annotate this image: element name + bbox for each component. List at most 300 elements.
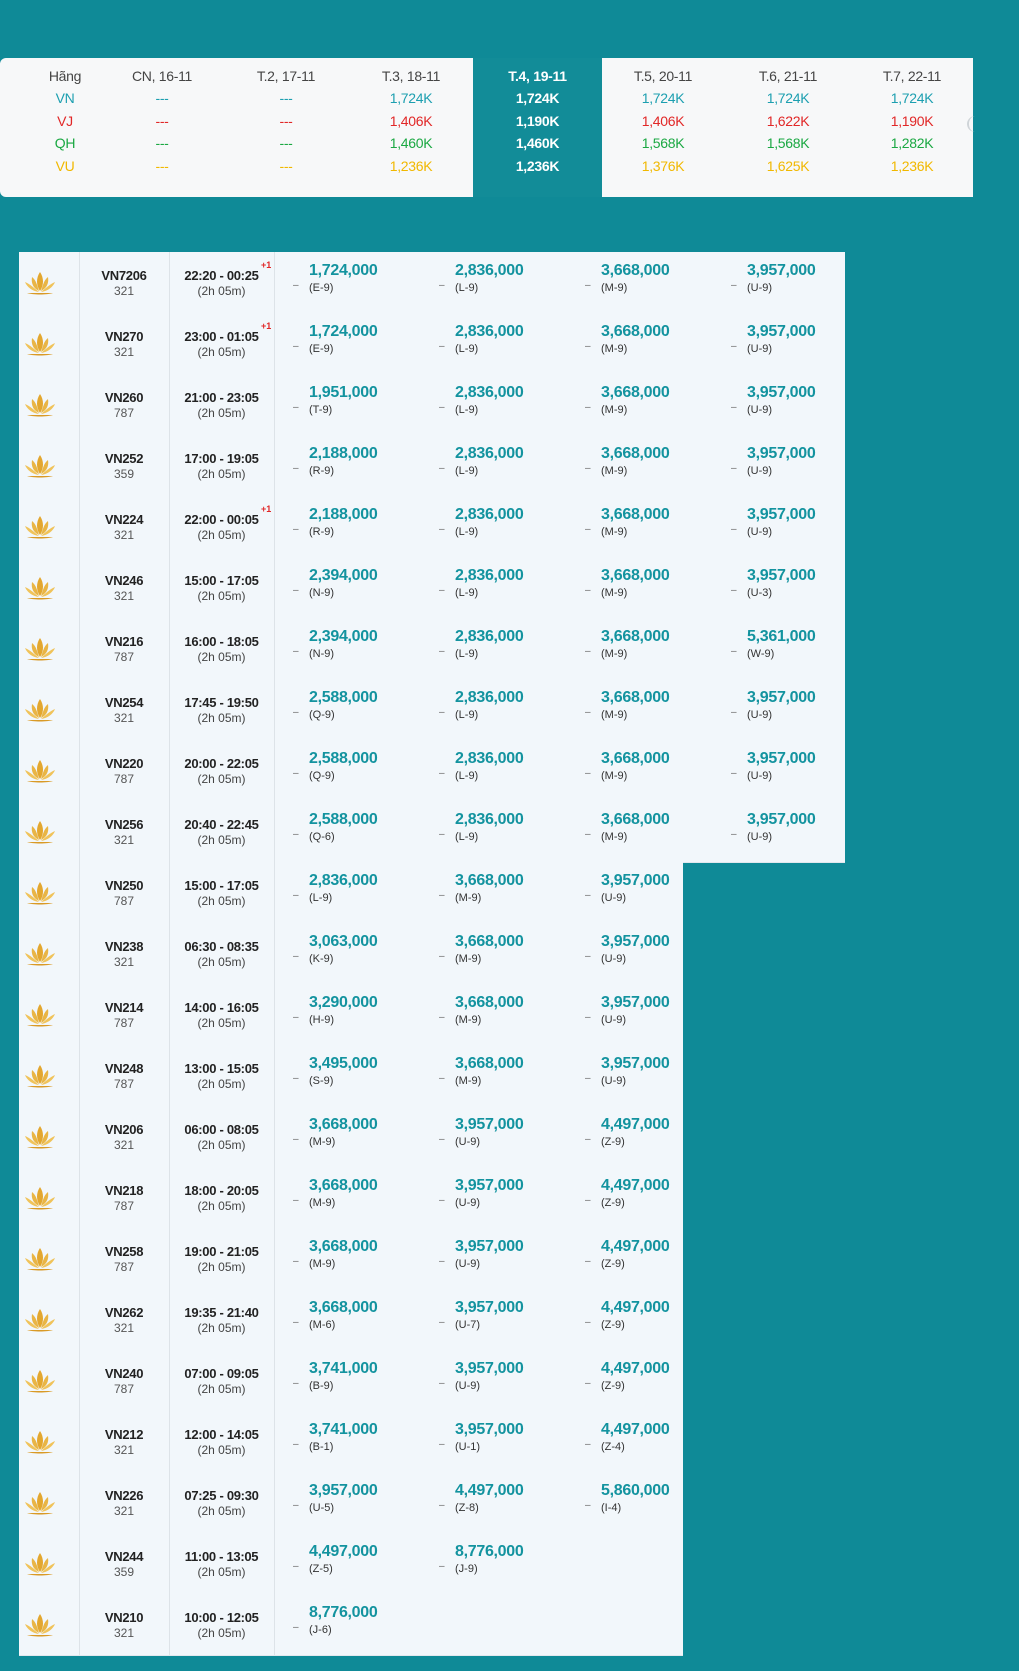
fare-class: (U-9): [455, 1380, 481, 1392]
fare-option[interactable]: [439, 618, 585, 679]
fare-price[interactable]: 3,741,000: [309, 1360, 378, 1377]
fare-price[interactable]: 4,497,000: [309, 1543, 378, 1560]
next-day-badge: +1: [261, 504, 272, 514]
fare-class: (Q-6): [309, 831, 335, 843]
date-column[interactable]: [601, 58, 725, 197]
lowest-price-vu[interactable]: 1,236K: [515, 158, 560, 174]
fare-option[interactable]: [293, 740, 439, 801]
fare-option[interactable]: [585, 801, 731, 862]
fare-option[interactable]: [439, 313, 585, 374]
flight-number: VN248: [104, 1061, 144, 1076]
fare-bullet: –: [439, 1500, 445, 1511]
flight-duration: (2h 05m): [197, 345, 246, 359]
flight-row[interactable]: [19, 1045, 683, 1107]
fare-price[interactable]: 3,668,000: [601, 384, 670, 401]
fare-price[interactable]: 2,836,000: [455, 262, 524, 279]
fare-price[interactable]: 3,063,000: [309, 933, 378, 950]
flight-row[interactable]: [19, 1106, 683, 1168]
vietnam-airlines-lotus-icon: [22, 392, 58, 418]
date-column[interactable]: [726, 58, 850, 197]
fare-price[interactable]: 3,957,000: [747, 567, 816, 584]
fare-bullet: –: [439, 1439, 445, 1450]
fare-option[interactable]: [585, 923, 731, 984]
lowest-price-vj[interactable]: 1,622K: [766, 113, 810, 129]
fare-option[interactable]: [293, 496, 439, 557]
fare-price[interactable]: 2,588,000: [309, 811, 378, 828]
fare-price[interactable]: 3,668,000: [601, 506, 670, 523]
flight-row[interactable]: [19, 557, 845, 619]
flight-row[interactable]: [19, 1167, 683, 1229]
fare-option[interactable]: [293, 1350, 439, 1411]
fare-option[interactable]: [439, 740, 585, 801]
fare-option[interactable]: [731, 679, 877, 740]
fare-class: (R-9): [309, 465, 335, 477]
flight-number: VN210: [104, 1610, 144, 1625]
fare-option[interactable]: [731, 496, 877, 557]
fare-price[interactable]: 2,836,000: [455, 323, 524, 340]
lowest-price-qh[interactable]: ---: [279, 135, 293, 151]
fare-option[interactable]: [585, 435, 731, 496]
fare-price[interactable]: 2,836,000: [455, 506, 524, 523]
fare-class: (Z-4): [601, 1441, 625, 1453]
fare-option[interactable]: [731, 557, 877, 618]
fare-option[interactable]: [439, 1350, 585, 1411]
fare-price[interactable]: 3,668,000: [601, 567, 670, 584]
fare-price[interactable]: 3,668,000: [309, 1177, 378, 1194]
fare-price[interactable]: 3,957,000: [601, 872, 670, 889]
fare-price[interactable]: 2,588,000: [309, 689, 378, 706]
fare-option[interactable]: [439, 984, 585, 1045]
date-header[interactable]: T.5, 20-11: [633, 68, 693, 84]
fare-option[interactable]: [293, 679, 439, 740]
lowest-price-vj[interactable]: 1,190K: [515, 113, 560, 129]
flight-row[interactable]: [19, 1411, 683, 1473]
fare-price[interactable]: 3,668,000: [601, 628, 670, 645]
flight-duration: (2h 05m): [197, 406, 246, 420]
fare-price[interactable]: 3,668,000: [309, 1238, 378, 1255]
fare-price[interactable]: 4,497,000: [601, 1421, 670, 1438]
fare-bullet: –: [439, 1317, 445, 1328]
fare-option[interactable]: [439, 679, 585, 740]
fare-bullet: –: [585, 1500, 591, 1511]
flight-time: 14:00 - 16:05: [184, 1000, 259, 1015]
lowest-price-vn[interactable]: 1,724K: [766, 90, 810, 106]
fare-price[interactable]: 5,860,000: [601, 1482, 670, 1499]
lowest-price-vn[interactable]: 1,724K: [890, 90, 934, 106]
fare-option[interactable]: [585, 618, 731, 679]
fare-price[interactable]: 3,957,000: [455, 1421, 524, 1438]
fare-option[interactable]: [439, 435, 585, 496]
fare-option[interactable]: [293, 252, 439, 313]
fare-price[interactable]: 3,668,000: [455, 994, 524, 1011]
flight-time: 16:00 - 18:05: [184, 634, 259, 649]
fare-option[interactable]: [585, 984, 731, 1045]
fare-price[interactable]: 3,957,000: [747, 445, 816, 462]
fare-price[interactable]: 3,495,000: [309, 1055, 378, 1072]
flight-row[interactable]: [19, 679, 845, 741]
lowest-price-vn[interactable]: ---: [155, 90, 169, 106]
column-divider: [274, 1228, 275, 1289]
fare-option[interactable]: [293, 923, 439, 984]
fare-option[interactable]: [731, 374, 877, 435]
fare-option[interactable]: [293, 618, 439, 679]
flight-row[interactable]: [19, 984, 683, 1046]
flight-time: 22:00 - 00:05: [184, 512, 259, 527]
column-divider: [274, 374, 275, 435]
fare-price[interactable]: 2,836,000: [455, 689, 524, 706]
fare-bullet: –: [585, 402, 591, 413]
fare-option[interactable]: [293, 1045, 439, 1106]
flight-number: VN254: [104, 695, 144, 710]
fare-class: (L-9): [455, 282, 479, 294]
fare-class: (U-9): [601, 1014, 627, 1026]
fare-option[interactable]: [293, 1594, 439, 1655]
fare-price[interactable]: 2,394,000: [309, 628, 378, 645]
flight-row[interactable]: [19, 801, 845, 863]
fare-option[interactable]: [585, 1411, 731, 1472]
flight-row[interactable]: [19, 740, 845, 802]
flight-row[interactable]: [19, 923, 683, 985]
flight-duration: (2h 05m): [197, 650, 246, 664]
fare-price[interactable]: 3,957,000: [747, 506, 816, 523]
lowest-price-vj[interactable]: ---: [279, 113, 293, 129]
fare-option[interactable]: [439, 374, 585, 435]
lowest-price-qh[interactable]: 1,282K: [890, 135, 934, 151]
fare-price[interactable]: 2,836,000: [455, 628, 524, 645]
fare-option[interactable]: [585, 252, 731, 313]
date-header[interactable]: T.4, 19-11: [508, 68, 567, 84]
fare-class: (M-9): [309, 1258, 336, 1270]
fare-option[interactable]: [439, 496, 585, 557]
fare-option[interactable]: [585, 1228, 731, 1289]
fare-class: (R-9): [309, 526, 335, 538]
fare-option[interactable]: [439, 1533, 585, 1594]
fare-option[interactable]: [293, 557, 439, 618]
fare-price[interactable]: 2,836,000: [455, 567, 524, 584]
fare-price[interactable]: 5,361,000: [747, 628, 816, 645]
fare-option[interactable]: [293, 862, 439, 923]
aircraft-type: 321: [113, 345, 135, 359]
fare-option[interactable]: [585, 1106, 731, 1167]
fare-price[interactable]: 3,957,000: [455, 1360, 524, 1377]
fare-option[interactable]: [293, 1289, 439, 1350]
column-divider: [274, 618, 275, 679]
flight-time: 13:00 - 15:05: [184, 1061, 259, 1076]
fare-option[interactable]: [731, 252, 877, 313]
fare-price[interactable]: 3,957,000: [455, 1116, 524, 1133]
flight-number: VN206: [104, 1122, 144, 1137]
date-header[interactable]: CN, 16-11: [131, 68, 193, 84]
vietnam-airlines-lotus-icon: [22, 1551, 58, 1577]
airline-code-vj: VJ: [57, 113, 73, 129]
fare-option[interactable]: [731, 435, 877, 496]
fare-option[interactable]: [439, 1289, 585, 1350]
fare-option[interactable]: [585, 1350, 731, 1411]
fare-bullet: –: [439, 1561, 445, 1572]
lowest-price-vu[interactable]: 1,236K: [890, 158, 934, 174]
fare-price[interactable]: 2,836,000: [455, 811, 524, 828]
flight-time: 23:00 - 01:05: [184, 329, 259, 344]
aircraft-type: 787: [113, 1199, 135, 1213]
fare-price[interactable]: 3,668,000: [601, 689, 670, 706]
fare-price[interactable]: 3,957,000: [455, 1299, 524, 1316]
flight-number: VN270: [104, 329, 144, 344]
fare-option[interactable]: [439, 1411, 585, 1472]
fare-class: (H-9): [309, 1014, 335, 1026]
fare-price[interactable]: 3,957,000: [601, 1055, 670, 1072]
lowest-price-vu[interactable]: 1,625K: [766, 158, 810, 174]
fare-price[interactable]: 3,957,000: [747, 811, 816, 828]
fare-class: (M-9): [601, 526, 628, 538]
fare-price[interactable]: 3,957,000: [747, 323, 816, 340]
lowest-price-vu[interactable]: 1,236K: [389, 158, 433, 174]
fare-price[interactable]: 3,290,000: [309, 994, 378, 1011]
fare-bullet: –: [731, 585, 737, 596]
fare-option[interactable]: [439, 801, 585, 862]
fare-option[interactable]: [731, 313, 877, 374]
date-column-selected[interactable]: [473, 58, 602, 197]
fare-option[interactable]: [293, 1167, 439, 1228]
fare-option[interactable]: [731, 618, 877, 679]
fare-price[interactable]: 3,957,000: [747, 750, 816, 767]
fare-bullet: –: [439, 707, 445, 718]
flight-time: 06:30 - 08:35: [184, 939, 259, 954]
fare-price[interactable]: 3,668,000: [601, 323, 670, 340]
flight-row[interactable]: [19, 1472, 683, 1534]
fare-option[interactable]: [439, 252, 585, 313]
fare-price[interactable]: 3,668,000: [601, 262, 670, 279]
fare-price[interactable]: 3,957,000: [747, 262, 816, 279]
flight-number: VN218: [104, 1183, 144, 1198]
fare-class: (U-9): [455, 1258, 481, 1270]
fare-bullet: –: [439, 341, 445, 352]
fare-price[interactable]: 2,836,000: [455, 384, 524, 401]
column-divider: [274, 435, 275, 496]
flight-row[interactable]: [19, 1228, 683, 1290]
fare-price[interactable]: 4,497,000: [601, 1299, 670, 1316]
fare-option[interactable]: [439, 1045, 585, 1106]
lowest-price-qh[interactable]: 1,568K: [766, 135, 810, 151]
fare-option[interactable]: [293, 801, 439, 862]
fare-price[interactable]: 1,724,000: [309, 262, 378, 279]
flight-row[interactable]: [19, 374, 845, 436]
lowest-price-vj[interactable]: ---: [155, 113, 169, 129]
aircraft-type: 787: [113, 1260, 135, 1274]
aircraft-type: 321: [113, 711, 135, 725]
fare-option[interactable]: [585, 557, 731, 618]
fare-price[interactable]: 4,497,000: [601, 1360, 670, 1377]
fare-price[interactable]: 4,497,000: [601, 1177, 670, 1194]
fare-price[interactable]: 2,188,000: [309, 506, 378, 523]
fare-price[interactable]: 3,957,000: [747, 689, 816, 706]
date-header[interactable]: T.7, 22-11: [882, 68, 942, 84]
date-price-grid: [0, 58, 973, 197]
column-divider: [274, 1350, 275, 1411]
fare-option[interactable]: [585, 313, 731, 374]
fare-price[interactable]: 4,497,000: [455, 1482, 524, 1499]
flight-number: VN252: [104, 451, 144, 466]
fare-price[interactable]: 3,957,000: [601, 933, 670, 950]
lowest-price-qh[interactable]: 1,568K: [641, 135, 685, 151]
flight-time: 15:00 - 17:05: [184, 573, 259, 588]
fare-option[interactable]: [585, 496, 731, 557]
fare-price[interactable]: 4,497,000: [601, 1238, 670, 1255]
fare-option[interactable]: [439, 1228, 585, 1289]
fare-option[interactable]: [293, 313, 439, 374]
fare-class: (U-7): [455, 1319, 481, 1331]
lowest-price-vn[interactable]: ---: [279, 90, 293, 106]
lowest-price-qh[interactable]: ---: [155, 135, 169, 151]
fare-bullet: –: [293, 1012, 299, 1023]
fare-option[interactable]: [731, 740, 877, 801]
fare-option[interactable]: [293, 1106, 439, 1167]
fare-option[interactable]: [439, 1167, 585, 1228]
fare-price[interactable]: 8,776,000: [455, 1543, 524, 1560]
vietnam-airlines-lotus-icon: [22, 453, 58, 479]
fare-price[interactable]: 2,836,000: [309, 872, 378, 889]
fare-price[interactable]: 2,188,000: [309, 445, 378, 462]
lowest-price-vn[interactable]: 1,724K: [515, 90, 560, 106]
fare-class: (U-9): [747, 526, 773, 538]
flight-row[interactable]: [19, 618, 845, 680]
fare-bullet: –: [293, 524, 299, 535]
aircraft-type: 321: [113, 1443, 135, 1457]
fare-price[interactable]: 3,668,000: [601, 811, 670, 828]
lowest-price-vu[interactable]: 1,376K: [641, 158, 685, 174]
flight-number: VN246: [104, 573, 144, 588]
fare-price[interactable]: 2,588,000: [309, 750, 378, 767]
fare-price[interactable]: 3,957,000: [601, 994, 670, 1011]
lowest-price-vu[interactable]: ---: [155, 158, 169, 174]
fare-bullet: –: [293, 1439, 299, 1450]
fare-price[interactable]: 4,497,000: [601, 1116, 670, 1133]
fare-option[interactable]: [585, 862, 731, 923]
fare-option[interactable]: [293, 1228, 439, 1289]
fare-option[interactable]: [585, 740, 731, 801]
fare-price[interactable]: 3,957,000: [747, 384, 816, 401]
fare-price[interactable]: 2,836,000: [455, 750, 524, 767]
fare-bullet: –: [293, 707, 299, 718]
fare-option[interactable]: [293, 984, 439, 1045]
fare-option[interactable]: [293, 435, 439, 496]
lowest-price-vn[interactable]: 1,724K: [389, 90, 433, 106]
date-column[interactable]: [349, 58, 473, 197]
fare-price[interactable]: 3,668,000: [309, 1299, 378, 1316]
lowest-price-vj[interactable]: 1,190K: [890, 113, 934, 129]
fare-price[interactable]: 1,951,000: [309, 384, 378, 401]
fare-bullet: –: [731, 402, 737, 413]
flight-row[interactable]: [19, 1533, 683, 1595]
aircraft-type: 321: [113, 1138, 135, 1152]
lowest-price-qh[interactable]: 1,460K: [515, 135, 560, 151]
flight-duration: (2h 05m): [197, 894, 246, 908]
fare-price[interactable]: 2,394,000: [309, 567, 378, 584]
flight-duration: (2h 05m): [197, 833, 246, 847]
fare-class: (L-9): [455, 587, 479, 599]
fare-option[interactable]: [439, 1472, 585, 1533]
fare-option[interactable]: [293, 1472, 439, 1533]
fare-option[interactable]: [731, 801, 877, 862]
airline-code-vu: VU: [55, 158, 75, 174]
column-divider: [274, 1594, 275, 1655]
fare-price[interactable]: 3,668,000: [601, 445, 670, 462]
fare-option[interactable]: [585, 1472, 731, 1533]
fare-option[interactable]: [585, 679, 731, 740]
fare-option[interactable]: [585, 374, 731, 435]
aircraft-type: 359: [113, 467, 135, 481]
fare-class: (E-9): [309, 343, 334, 355]
fare-option[interactable]: [293, 1411, 439, 1472]
flight-row[interactable]: [19, 313, 845, 375]
fare-bullet: –: [585, 524, 591, 535]
flight-row[interactable]: [19, 862, 683, 924]
fare-price[interactable]: 8,776,000: [309, 1604, 378, 1621]
flight-row[interactable]: [19, 496, 845, 558]
vietnam-airlines-lotus-icon: [22, 1246, 58, 1272]
fare-price[interactable]: 3,957,000: [455, 1238, 524, 1255]
fare-price[interactable]: 2,836,000: [455, 445, 524, 462]
flight-row[interactable]: [19, 1289, 683, 1351]
fare-bullet: –: [439, 890, 445, 901]
flight-time: 19:35 - 21:40: [184, 1305, 259, 1320]
vietnam-airlines-lotus-icon: [22, 1490, 58, 1516]
lowest-price-vn[interactable]: 1,724K: [641, 90, 685, 106]
lowest-price-vu[interactable]: ---: [279, 158, 293, 174]
fare-class: (Z-9): [601, 1380, 625, 1392]
fare-option[interactable]: [585, 1167, 731, 1228]
fare-option[interactable]: [439, 862, 585, 923]
date-header[interactable]: T.6, 21-11: [758, 68, 818, 84]
fare-option[interactable]: [585, 1289, 731, 1350]
fare-class: (Q-9): [309, 709, 335, 721]
date-header[interactable]: T.3, 18-11: [381, 68, 441, 84]
fare-option[interactable]: [439, 923, 585, 984]
date-column[interactable]: [100, 58, 224, 197]
date-column[interactable]: [850, 58, 974, 197]
fare-bullet: –: [439, 524, 445, 535]
lowest-price-vj[interactable]: 1,406K: [389, 113, 433, 129]
flight-row[interactable]: [19, 252, 845, 314]
fare-option[interactable]: [439, 557, 585, 618]
flight-row[interactable]: [19, 1594, 683, 1656]
flight-row[interactable]: [19, 1350, 683, 1412]
fare-price[interactable]: 3,668,000: [455, 872, 524, 889]
fare-option[interactable]: [585, 1045, 731, 1106]
fare-price[interactable]: 3,668,000: [455, 1055, 524, 1072]
fare-class: (M-9): [601, 831, 628, 843]
fare-class: (U-3): [747, 587, 773, 599]
date-header[interactable]: T.2, 17-11: [256, 68, 316, 84]
fare-option[interactable]: [293, 374, 439, 435]
fare-option[interactable]: [439, 1106, 585, 1167]
fare-option[interactable]: [293, 1533, 439, 1594]
fare-price[interactable]: 3,957,000: [455, 1177, 524, 1194]
fare-price[interactable]: 3,668,000: [309, 1116, 378, 1133]
fare-bullet: –: [293, 1073, 299, 1084]
fare-price[interactable]: 3,957,000: [309, 1482, 378, 1499]
lowest-price-vj[interactable]: 1,406K: [641, 113, 685, 129]
flight-row[interactable]: [19, 435, 845, 497]
date-column[interactable]: [224, 58, 348, 197]
fare-price[interactable]: 1,724,000: [309, 323, 378, 340]
fare-price[interactable]: 3,668,000: [601, 750, 670, 767]
lowest-price-qh[interactable]: 1,460K: [389, 135, 433, 151]
fare-price[interactable]: 3,741,000: [309, 1421, 378, 1438]
aircraft-type: 359: [113, 1565, 135, 1579]
fare-bullet: –: [731, 341, 737, 352]
vietnam-airlines-lotus-icon: [22, 1429, 58, 1455]
fare-price[interactable]: 3,668,000: [455, 933, 524, 950]
